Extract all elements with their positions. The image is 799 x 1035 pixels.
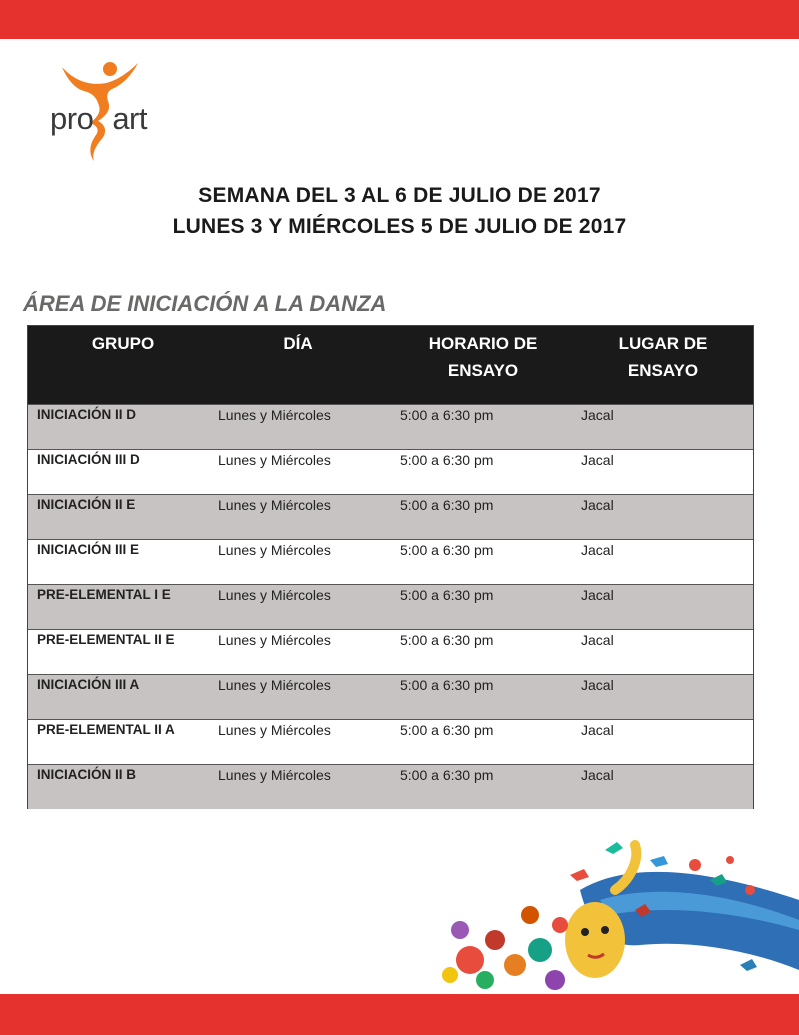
cell-lugar: Jacal bbox=[581, 497, 614, 513]
cell-dia: Lunes y Miércoles bbox=[218, 407, 331, 423]
header-lugar: LUGAR DE ENSAYO bbox=[618, 334, 708, 380]
table-row bbox=[28, 674, 753, 719]
cell-grupo: INICIACIÓN II E bbox=[37, 497, 136, 512]
cell-grupo: INICIACIÓN III A bbox=[37, 677, 140, 692]
cell-horario: 5:00 a 6:30 pm bbox=[400, 677, 494, 693]
cell-grupo: PRE-ELEMENTAL II A bbox=[37, 722, 175, 737]
logo-text-left: pro bbox=[50, 101, 94, 136]
table-row bbox=[28, 719, 753, 764]
cell-dia: Lunes y Miércoles bbox=[218, 722, 331, 738]
cell-lugar: Jacal bbox=[581, 677, 614, 693]
logo-text-right: art bbox=[112, 101, 147, 136]
cell-lugar: Jacal bbox=[581, 767, 614, 783]
cell-horario: 5:00 a 6:30 pm bbox=[400, 632, 494, 648]
header-dia: DÍA bbox=[283, 334, 313, 353]
page-heading-days: LUNES 3 Y MIÉRCOLES 5 DE JULIO DE 2017 bbox=[172, 215, 627, 238]
area-title: ÁREA DE INICIACIÓN A LA DANZA bbox=[23, 291, 387, 316]
table-row bbox=[28, 539, 753, 584]
cell-grupo: INICIACIÓN III D bbox=[37, 452, 140, 467]
schedule-table bbox=[27, 325, 754, 809]
prosart-logo bbox=[48, 55, 158, 165]
cell-lugar: Jacal bbox=[581, 722, 614, 738]
bottom-red-bar bbox=[0, 994, 799, 1035]
cell-horario: 5:00 a 6:30 pm bbox=[400, 407, 494, 423]
table-row bbox=[28, 584, 753, 629]
table-header bbox=[28, 326, 753, 404]
cell-grupo: INICIACIÓN II D bbox=[37, 407, 137, 422]
table-row bbox=[28, 404, 753, 449]
cell-horario: 5:00 a 6:30 pm bbox=[400, 497, 494, 513]
cell-horario: 5:00 a 6:30 pm bbox=[400, 452, 494, 468]
top-red-bar bbox=[0, 0, 799, 39]
cell-grupo: PRE-ELEMENTAL I E bbox=[37, 587, 171, 602]
header-horario: HORARIO DE ENSAYO bbox=[428, 334, 538, 380]
table-row bbox=[28, 764, 753, 809]
cell-dia: Lunes y Miércoles bbox=[218, 632, 331, 648]
cell-horario: 5:00 a 6:30 pm bbox=[400, 767, 494, 783]
table-row bbox=[28, 629, 753, 674]
cell-dia: Lunes y Miércoles bbox=[218, 452, 331, 468]
cell-lugar: Jacal bbox=[581, 452, 614, 468]
cell-lugar: Jacal bbox=[581, 407, 614, 423]
cell-grupo: PRE-ELEMENTAL II E bbox=[37, 632, 175, 647]
logo-wordmark bbox=[50, 101, 147, 137]
header-grupo: GRUPO bbox=[91, 334, 155, 353]
cell-grupo: INICIACIÓN III E bbox=[37, 542, 140, 557]
cell-horario: 5:00 a 6:30 pm bbox=[400, 722, 494, 738]
cell-dia: Lunes y Miércoles bbox=[218, 542, 331, 558]
cell-dia: Lunes y Miércoles bbox=[218, 677, 331, 693]
page-heading-week: SEMANA DEL 3 AL 6 DE JULIO DE 2017 bbox=[198, 184, 601, 207]
cell-lugar: Jacal bbox=[581, 587, 614, 603]
cell-horario: 5:00 a 6:30 pm bbox=[400, 587, 494, 603]
decorative-illustration bbox=[430, 830, 799, 995]
cell-dia: Lunes y Miércoles bbox=[218, 767, 331, 783]
dancer-birds-illustration-icon bbox=[430, 830, 799, 995]
cell-lugar: Jacal bbox=[581, 542, 614, 558]
table-row bbox=[28, 494, 753, 539]
cell-lugar: Jacal bbox=[581, 632, 614, 648]
cell-dia: Lunes y Miércoles bbox=[218, 587, 331, 603]
cell-grupo: INICIACIÓN II B bbox=[37, 767, 137, 782]
table-row bbox=[28, 449, 753, 494]
cell-dia: Lunes y Miércoles bbox=[218, 497, 331, 513]
cell-horario: 5:00 a 6:30 pm bbox=[400, 542, 494, 558]
